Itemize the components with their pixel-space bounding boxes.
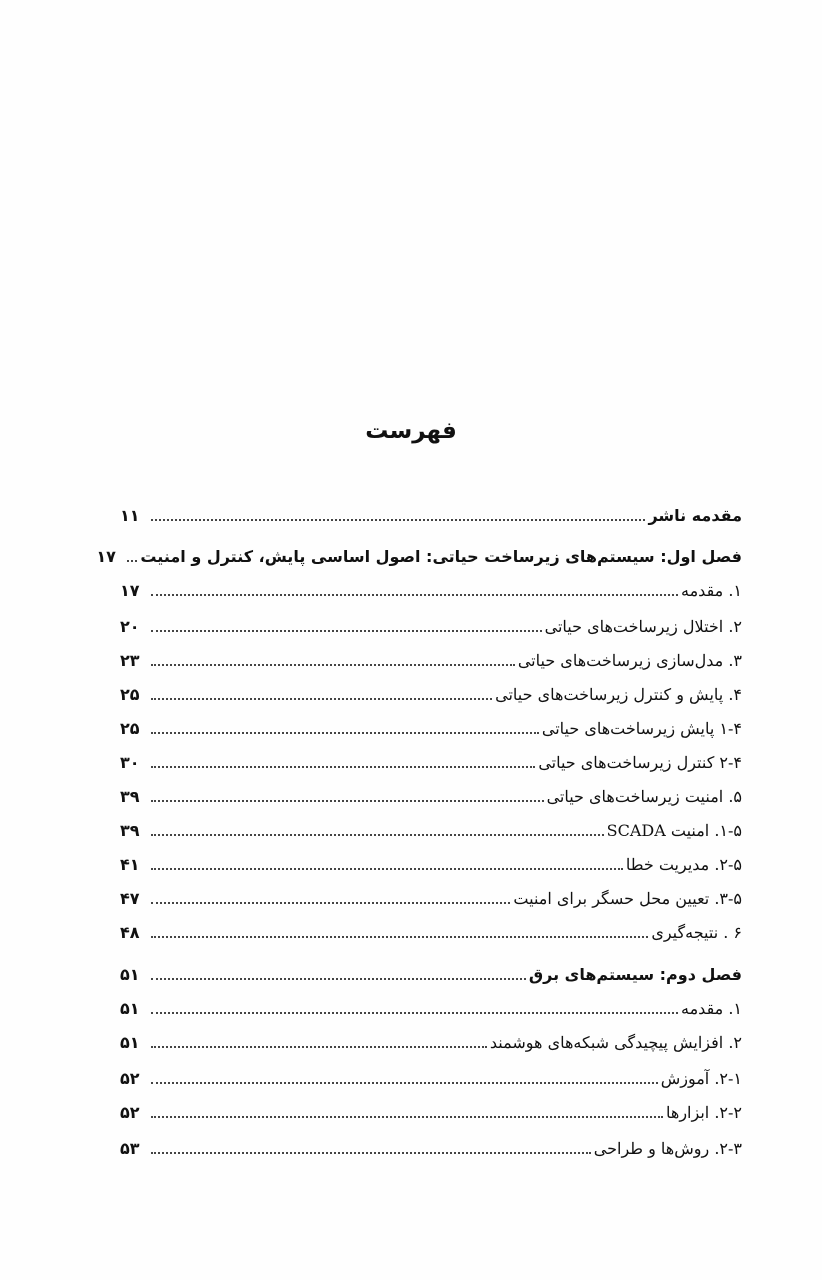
toc-entry-page: ۳۰ (120, 753, 140, 772)
leader-dots (151, 1116, 663, 1118)
toc-entry-page: ۳۹ (120, 787, 140, 806)
toc-entry-page: ۴۱ (120, 855, 140, 874)
toc-entry (120, 1060, 742, 1090)
toc-entry-label: فصل دوم: سیستم‌های برق (528, 965, 742, 984)
toc-entry-page: ۵۱ (120, 1033, 140, 1052)
toc-entry-label: ۱-۵. امنیت SCADA (606, 821, 742, 840)
toc-entry-page: ۵۱ (120, 999, 140, 1018)
toc-entry-label: ۳-۵. تعیین محل حسگر برای امنیت (513, 889, 742, 908)
toc-entry (120, 572, 742, 602)
toc-entry (120, 642, 742, 672)
toc-entry (120, 744, 742, 774)
toc-entry-page: ۵۳ (120, 1139, 140, 1158)
toc-entry-page: ۲۳ (120, 651, 140, 670)
toc-entry-label: ۲-۵. مدیریت خطا (625, 855, 742, 874)
toc-entry-page: ۳۹ (120, 821, 140, 840)
toc-entry-label: ۱. مقدمه (681, 999, 742, 1018)
leader-dots (151, 868, 623, 870)
toc-entry-label: ۲-۱. آموزش (660, 1069, 742, 1088)
toc-entry (120, 1130, 742, 1160)
toc-entry-label: ۲. اختلال زیرساخت‌های حیاتی (544, 617, 742, 636)
leader-dots (151, 594, 678, 596)
toc-entry-page: ۲۵ (120, 719, 140, 738)
toc-entry (120, 880, 742, 910)
leader-dots (151, 800, 544, 802)
toc-entry-label: ۵. امنیت زیرساخت‌های حیاتی (546, 787, 742, 806)
leader-dots (151, 978, 526, 980)
toc-entry-page: ۵۱ (120, 965, 140, 984)
leader-dots (151, 698, 492, 700)
leader-dots (151, 1152, 591, 1154)
toc-entry-label: ۲. افزایش پیچیدگی شبکه‌های هوشمند (489, 1033, 742, 1052)
toc-entry (120, 710, 742, 740)
leader-dots (151, 834, 604, 836)
toc-entry-label: ۲-۳. روش‌ها و طراحی (593, 1139, 742, 1158)
toc-entry-page: ۱۱ (120, 506, 140, 525)
toc-entry (120, 956, 742, 986)
toc-entry (120, 812, 742, 842)
toc-entry-label: ۱. مقدمه (681, 581, 742, 600)
leader-dots (151, 1012, 678, 1014)
toc-entry (120, 990, 742, 1020)
toc-entry (120, 914, 742, 944)
toc-entry-page: ۱۷ (120, 581, 140, 600)
leader-dots (151, 519, 645, 521)
toc-entry (120, 497, 742, 527)
toc-entry (120, 1024, 742, 1054)
toc-entry-page: ۴۸ (120, 923, 140, 942)
toc-entry (120, 778, 742, 808)
toc-entry (96, 538, 742, 568)
toc-entry-label: مقدمه ناشر (648, 506, 742, 525)
leader-dots (151, 1046, 487, 1048)
toc-entry-label: ۱-۴ پایش زیرساخت‌های حیاتی (541, 719, 742, 738)
leader-dots (151, 630, 542, 632)
toc-entry-label: فصل اول: سیستم‌های زیرساخت حیاتی: اصول اساسی پایش، کنترل و امنیت (140, 547, 742, 566)
leader-dots (151, 766, 535, 768)
toc-entry-page: ۱۷ (96, 547, 116, 566)
leader-dots (151, 732, 539, 734)
leader-dots (151, 664, 515, 666)
toc-entry-label: ۴. پایش و کنترل زیرساخت‌های حیاتی (495, 685, 742, 704)
leader-dots (127, 560, 137, 562)
toc-entry (120, 846, 742, 876)
toc-entry-page: ۲۰ (120, 617, 140, 636)
toc-entry-page: ۲۵ (120, 685, 140, 704)
toc-entry (120, 608, 742, 638)
toc-entry-page: ۵۲ (120, 1069, 140, 1088)
toc-entry-page: ۵۲ (120, 1103, 140, 1122)
toc-entry-label: ۲-۲. ابزارها (666, 1103, 742, 1122)
toc-entry-label: ۳. مدل‌سازی زیرساخت‌های حیاتی (517, 651, 742, 670)
toc-entry-page: ۴۷ (120, 889, 140, 908)
leader-dots (151, 902, 510, 904)
toc-title: فهرست (365, 418, 457, 444)
leader-dots (151, 1082, 658, 1084)
toc-entry-label: ۶ . نتیجه‌گیری (651, 923, 742, 942)
toc-entry-label: ۲-۴ کنترل زیرساخت‌های حیاتی (538, 753, 742, 772)
leader-dots (151, 936, 648, 938)
toc-entry (120, 1094, 742, 1124)
toc-entry (120, 676, 742, 706)
